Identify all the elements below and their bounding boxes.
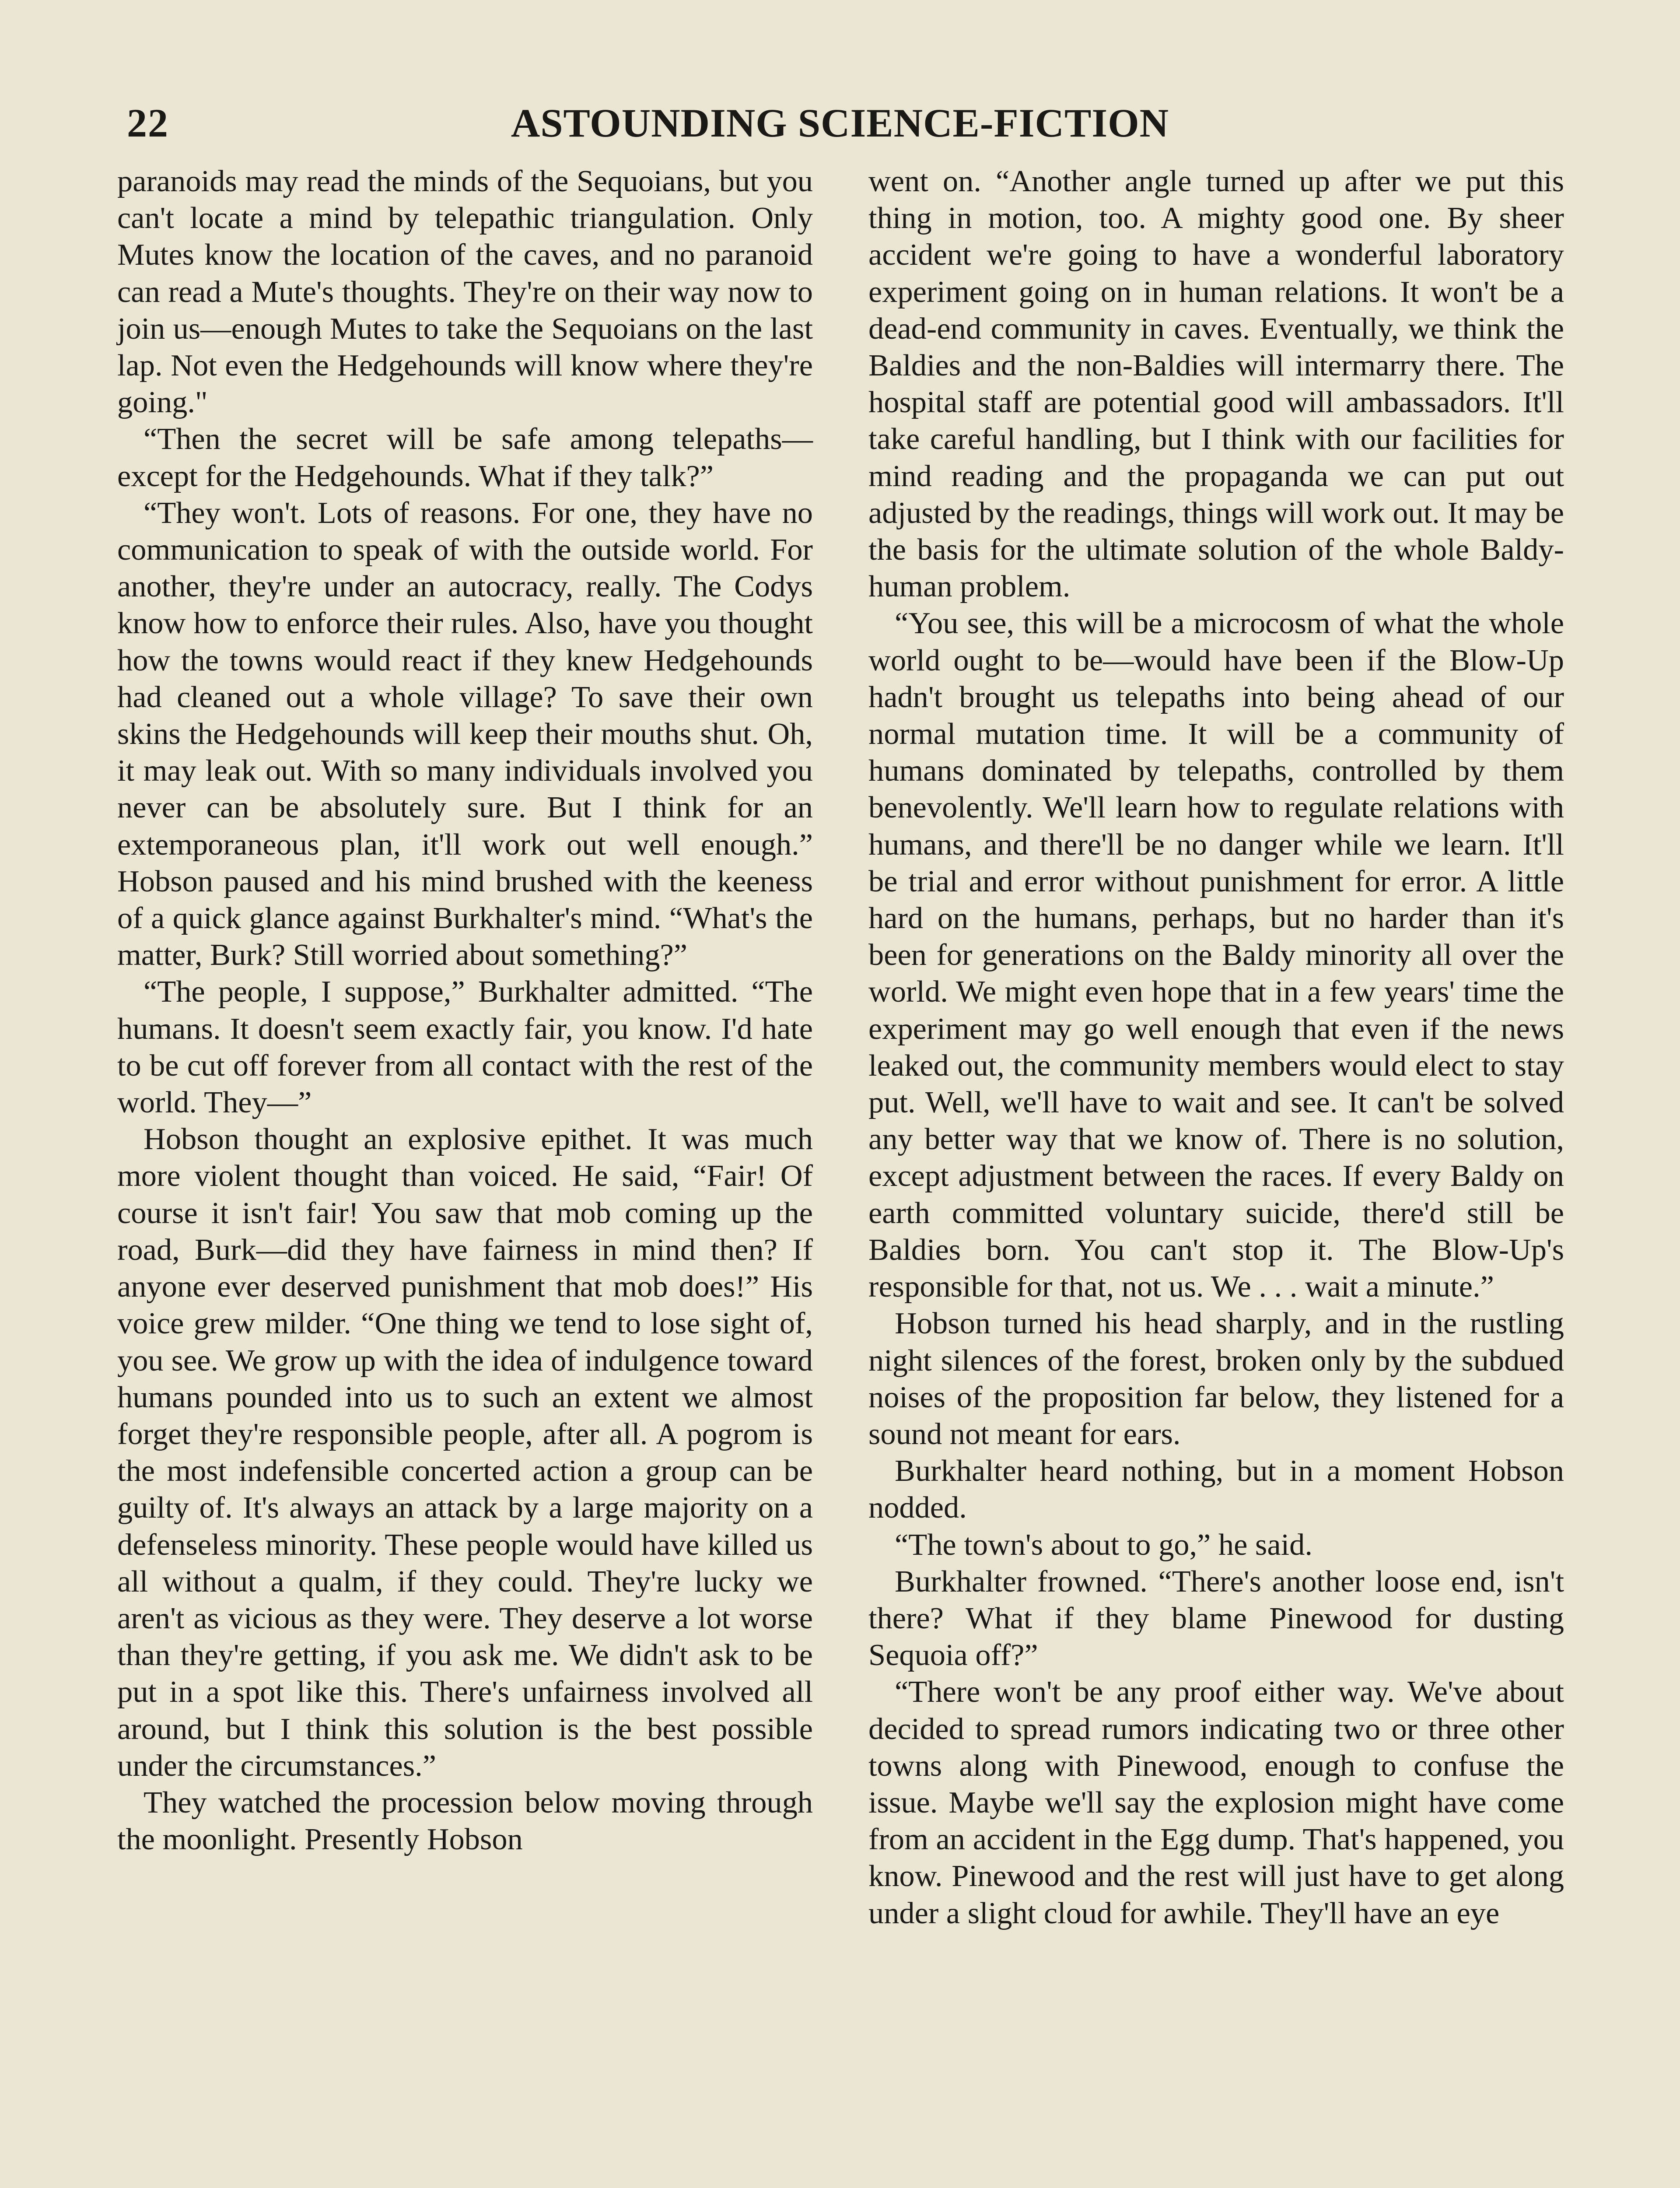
paragraph: “You see, this will be a microcosm of what the whole world ought to be—would have been if the Blow-Up hadn't brought us telepaths into being ahead of our normal mutation time. It will be a community of humans dominated by telepaths, controlled by them benevolently. We'll learn how to regulate relations with humans, and there'll be no danger while we learn. It'll be trial and error without punishment for error. A little hard on the humans, perhaps, but no harder than it's been for generations on the Baldy minority all over the world. We might even hope that in a few years' time the experiment may go well enough that even if the news leaked out, the community members would elect to stay put. Well, we'll have to wait and see. It can't be solved any better way that we know of. There is no solution, except adjustment between the races. If every Baldy on earth committed voluntary suicide, there'd still be Baldies born. You can't stop it. The Blow-Up's responsible for that, not us. We . . . wait a minute.” <box>868 606 1564 1304</box>
paragraph: paranoids may read the minds of the Sequoians, but you can't locate a mind by telepathic triangulation. Only Mutes know the location of the caves, and no paranoid can read a Mute's thoughts. They're on their way now to join us—enough Mutes to take the Sequoians on the last lap. Not even the Hedgehounds will know where they're going." <box>117 164 813 420</box>
paragraph: “There won't be any proof either way. We've about decided to spread rumors indicating two or three other towns along with Pinewood, enough to confuse the issue. Maybe we'll say the explosion might have come from an accident in the Egg dump. That's happened, you know. Pinewood and the rest will just have to get along under a slight cloud for awhile. They'll have an eye <box>868 1675 1564 1930</box>
paragraph: They watched the procession below moving through the moonlight. Presently Hobson <box>117 1785 813 1857</box>
paragraph: “The people, I suppose,” Burkhalter admitted. “The humans. It doesn't seem exactly fair, you know. I'd hate to be cut off forever from all contact with the rest of the world. They—” <box>117 975 813 1120</box>
paragraph: Burkhalter heard nothing, but in a moment Hobson nodded. <box>868 1454 1564 1525</box>
paragraph: “The town's about to go,” he said. <box>895 1527 1312 1562</box>
paragraph: Burkhalter frowned. “There's another loose end, isn't there? What if they blame Pinewood for dusting Sequoia off?” <box>868 1564 1564 1673</box>
running-head: ASTOUNDING SCIENCE-FICTION <box>511 101 1169 145</box>
paragraph: went on. “Another angle turned up after we put this thing in motion, too. A mighty good one. By sheer accident we're going to have a wonderful laboratory experiment going on in human relations. It won't be a dead-end community in caves. Eventually, we think the Baldies and the non-Baldies will intermarry there. The hospital staff are potential good will ambassadors. It'll take careful handling, but I think with our facilities for mind reading and the propaganda we can put out adjusted by the readings, things will work out. It may be the basis for the ultimate solution of the whole Baldy-human problem. <box>868 164 1564 604</box>
paragraph: “Then the secret will be safe among telepaths—except for the Hedgehounds. What if they talk?” <box>117 422 813 493</box>
paragraph: Hobson thought an explosive epithet. It was much more violent thought than voiced. He said, “Fair! Of course it isn't fair! You saw that mob coming up the road, Burk—did they have fairness in mind then? If anyone ever deserved punishment that mob does!” His voice grew milder. “One thing we tend to lose sight of, you see. We grow up with the idea of indulgence toward humans pounded into us to such an extent we almost forget they're responsible people, after all. A pogrom is the most indefensible concerted action a group can be guilty of. It's always an attack by a large majority on a defenseless minority. These people would have killed us all without a qualm, if they could. They're lucky we aren't as vicious as they were. They deserve a lot worse than they're getting, if you ask me. We didn't ask to be put in a spot like this. There's unfairness involved all around, but I think this solution is the best possible under the circumstances.” <box>117 1122 813 1783</box>
paragraph: Hobson turned his head sharply, and in the rustling night silences of the forest, broken only by the subdued noises of the proposition far below, they listened for a sound not meant for ears. <box>868 1306 1564 1451</box>
right-column <box>868 163 1564 1932</box>
page-number: 22 <box>127 101 169 145</box>
paragraph: “They won't. Lots of reasons. For one, they have no communication to speak of with the outside world. For another, they're under an autocracy, really. The Codys know how to enforce their rules. Also, have you thought how the towns would react if they knew Hedgehounds had cleaned out a whole village? To save their own skins the Hedgehounds will keep their mouths shut. Oh, it may leak out. With so many individuals involved you never can be absolutely sure. But I think for an extemporaneous plan, it'll work out well enough.” Hobson paused and his mind brushed with the keeness of a quick glance against Burkhalter's mind. “What's the matter, Burk? Still worried about something?” <box>117 495 813 972</box>
left-column <box>117 163 813 1858</box>
